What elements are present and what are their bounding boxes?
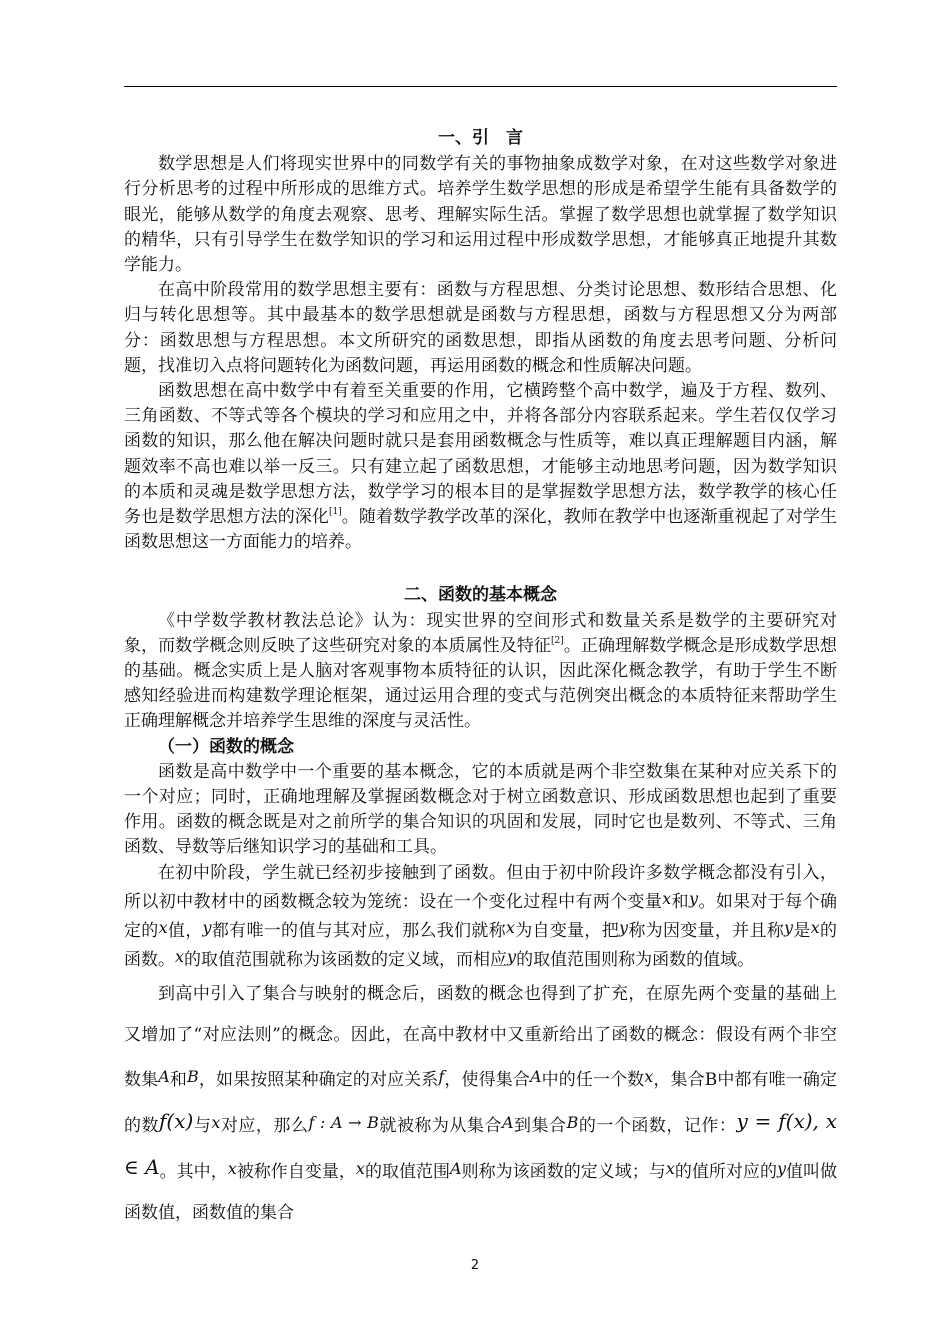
text: 称为因变量，并且称 [628,921,785,942]
math-var: x [810,918,820,938]
text: 到高中引入了集合与映射的概念后，函数的概念也得到了扩充，在原先两个变量的基础上又增加了“对应法则”的概念。因此，在高中教材中又重新给出了函数的概念：假设有两个非空数集 [124,983,837,1090]
text: 都有唯一的值与其对应，那么我们就称 [211,921,506,942]
text: 和 [169,1069,187,1090]
content [124,126,837,1234]
math-var: x [355,1158,365,1178]
section-heading-function-concepts: 二、函数的基本概念 [404,585,557,606]
math-var: A [529,1066,542,1086]
paragraph-text: 《中学数学教材教法总论》认为：现实世界的空间形式和数量关系是数学的主要研究对象，而数学概念则反映了这些研究对象的本质属性及特征 [124,610,837,656]
math-var: x [211,1112,221,1132]
math-expression: y = f(x), x ∈ A [124,1108,838,1179]
math-expression: f(x) [159,1108,194,1133]
math-var: x [158,918,168,938]
math-var: y [619,918,629,938]
text: 就被称为从集合 [378,1115,502,1136]
paragraph-text: 在高中阶段常用的数学思想主要有：函数与方程思想、分类讨论思想、数形结合思想、化归与转化思想等。其中最基本的数学思想就是函数与方程思想，函数与方程思想又分为两部分：函数思想与方程思想。本文所研究的函数思想，即指从函数的角度去思考问题、分析问题，找准切入点将问题转化为函数问题，再运用函数的概念和性质解决问题。 [124,280,837,376]
paragraph [124,379,837,555]
citation-ref: [1] [328,507,342,518]
text: ，使得集合 [444,1069,530,1090]
text: 被称作自变量， [236,1161,356,1182]
math-var: x [644,1066,654,1086]
text: 的取值范围就称为该函数的定义域，而相应 [184,950,508,971]
math-var: A [158,1066,170,1086]
subsection-heading: （一）函数的概念 [158,736,294,757]
paragraph [124,278,837,379]
citation-ref: [2] [550,635,564,646]
text: 的值所对应的 [674,1161,777,1182]
text: 的函数。 [124,921,837,971]
section-heading-introduction: 一、引 言 [438,128,523,148]
math-var: x [175,947,185,967]
paragraph-text: 函数是高中数学中一个重要的基本概念，它的本质就是两个非空数集在某种对应关系下的一个对应；同时，正确地理解及掌握函数概念对于树立函数意识、形成函数思想也起到了重要作用。函数的概念既是对之前所学的集合知识的巩固和发展，同时它也是数列、不等式、三角函数、导数等后继知识学习的基础和工具。 [124,761,837,858]
math-expression: f : A → B [308,1112,379,1132]
header-rule [124,86,837,87]
math-var: f [438,1066,445,1086]
text: 的取值范围则称为函数的值域。 [516,950,755,971]
math-var: y [784,918,794,938]
paragraph-text: 数学思想是人们将现实世界中的同数学有关的事物抽象成数学对象，在对这些数学对象进行分析思考的过程中所形成的思维方式。培养学生数学思想的形成是希望学生能有具备数学的眼光，能够从数学的角度去观察、思考、理解实际生活。掌握了数学思想也就掌握了数学知识的精华，只有引导学生在数学知识的学习和运用过程中形成数学思想，才能够真正地提升其数学能力。 [124,154,837,276]
paragraph [124,152,837,278]
text: 。其中， [159,1161,228,1182]
paragraph [124,861,837,974]
text: 值叫做函数值，函数值的集合 [124,1161,838,1223]
text: 对应，那么 [220,1115,309,1136]
math-var: B [566,1112,579,1132]
text: 中的任一个数 [541,1069,645,1090]
math-var: A [450,1158,462,1178]
math-var: x [662,888,672,908]
math-var: x [665,1158,675,1178]
paragraph [124,760,837,861]
text: 的取值范围 [364,1161,451,1182]
text: 是 [793,921,811,942]
text: 为自变量，把 [514,921,620,942]
paragraph [124,609,837,735]
math-var: B [187,1066,199,1086]
math-var: y [689,888,699,908]
math-var: y [776,1158,787,1178]
text: 和 [671,891,690,912]
text: 。如果对于每个确定的 [124,891,838,942]
text: ，集合B中都有唯一确定的数 [124,1069,838,1136]
math-var: y [202,918,212,938]
paragraph-text: 。正确理解数学概念是形成数学思想的基础。概念实质上是人脑对客观事物本质特征的认识，因此深化概念教学，有助于学生不断感知经验进而构建数学理论框架，通过运用合理的变式与范例突出概念的本质特征来帮助学生正确理解概念并培养学生思维的深度与灵活性。 [124,635,838,732]
math-var: A [501,1112,514,1132]
math-var: x [505,918,515,938]
paragraph [124,974,837,1234]
paragraph-text: 函数思想在高中数学中有着至关重要的作用，它横跨整个高中数学，遍及于方程、数列、三角函数、不等式等各个模块的学习和应用之中，并将各部分内容联系起来。学生若仅仅学习函数的知识，那么他在解决问题时就只是套用函数概念与性质等，难以真正理解题目内涵，解题效率不高也难以举一反三。只有建立起了函数思想，才能够主动地思考问题，因为数学知识的本质和灵魂是数学思想方法，数学学习的根本目的是掌握数学思想方法，数学教学的核心任务也是数学思想方法的深化 [124,381,837,528]
text: 在初中阶段，学生就已经初步接触到了函数。但由于初中阶段许多数学概念都没有引入，所以初中教材中的函数概念较为笼统：设在一个变化过程中有两个变量 [124,862,837,912]
text: 则称为该函数的定义域；与 [461,1161,666,1182]
paragraph-text: 。随着数学教学改革的深化，教师在教学中也逐渐重视起了对学生函数思想这一方面能力的培养。 [124,507,838,553]
text: 与 [193,1115,212,1136]
math-var: x [227,1158,237,1178]
math-var: y [507,947,517,967]
page-number: 2 [470,1258,480,1273]
text: 到集合 [513,1115,567,1136]
text: 的一个函数，记作： [578,1115,737,1136]
text: 值， [167,921,203,942]
text: ，如果按照某种确定的对应关系 [198,1069,439,1090]
